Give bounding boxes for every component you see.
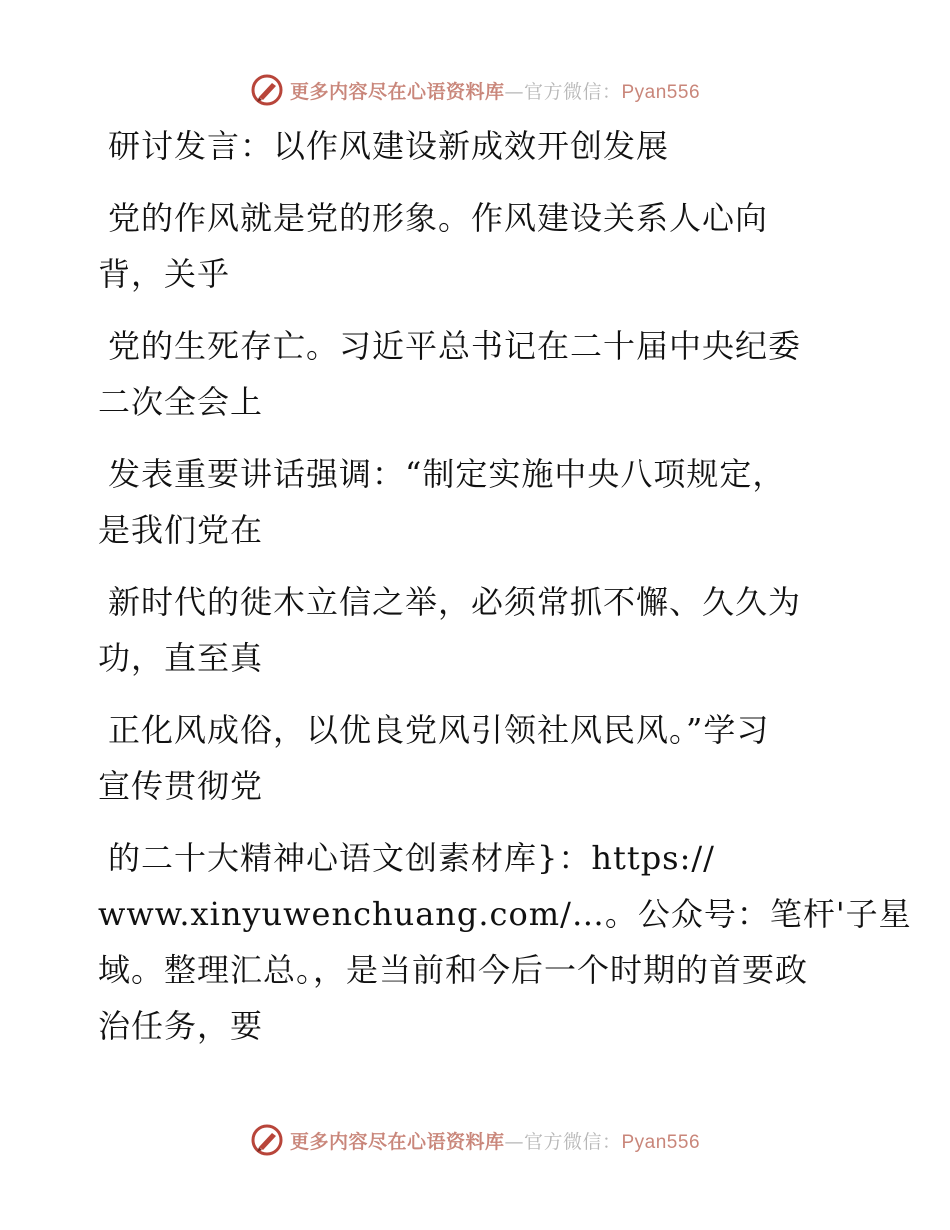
header-watermark — [0, 70, 950, 110]
watermark-handle: Pyan556 — [621, 1131, 701, 1153]
footer-watermark — [0, 1120, 950, 1160]
paragraph-gap — [98, 174, 858, 190]
text-line: 二次全会上 — [98, 383, 264, 421]
text-line: 背，关乎 — [98, 255, 231, 293]
paragraph-gap — [98, 686, 858, 702]
text-line: 治任务，要 — [98, 1007, 264, 1045]
watermark-separator: — — [504, 80, 524, 103]
text-line: 发表重要讲话强调：“制定实施中央八项规定， — [108, 455, 786, 493]
text-line: 正化风成俗，以优良党风引领社风民风。”学习 — [108, 711, 770, 749]
paragraph — [98, 190, 858, 302]
paragraph-gap — [98, 430, 858, 446]
paragraph — [98, 702, 858, 814]
text-line: 功，直至真 — [98, 639, 264, 677]
text-line: 宣传贯彻党 — [98, 767, 264, 805]
text-line: 新时代的徙木立信之举，必须常抓不懈、久久为 — [108, 583, 802, 621]
text-line: 党的生死存亡。习近平总书记在二十届中央纪委 — [108, 327, 802, 365]
paragraph — [98, 446, 858, 558]
text-line: 党的作风就是党的形象。作风建设关系人心向 — [108, 199, 769, 237]
watermark-text — [290, 1127, 700, 1154]
pen-logo-icon — [250, 1123, 284, 1157]
paragraph — [98, 830, 912, 1054]
watermark-separator: — — [504, 1130, 524, 1153]
document-title: 研讨发言：以作风建设新成效开创发展 — [108, 127, 670, 165]
text-line: 域。整理汇总。，是当前和今后一个时期的首要政 — [98, 951, 809, 989]
watermark-inner — [250, 73, 700, 107]
pen-logo-icon — [250, 73, 284, 107]
text-line: 是我们党在 — [98, 511, 264, 549]
watermark-site: 更多内容尽在心语资料库 — [289, 1130, 505, 1153]
watermark-handle: Pyan556 — [621, 81, 701, 103]
paragraph-gap — [98, 302, 858, 318]
watermark-label: 官方微信： — [523, 80, 622, 103]
watermark-text — [290, 77, 700, 104]
paragraph-gap — [98, 558, 858, 574]
document-body — [98, 118, 912, 1054]
paragraph — [98, 318, 858, 430]
paragraph — [98, 574, 858, 686]
watermark-inner — [250, 1123, 700, 1157]
paragraph — [98, 118, 858, 174]
watermark-site: 更多内容尽在心语资料库 — [289, 80, 505, 103]
text-line: 的二十大精神心语文创素材库}：https:// — [108, 839, 715, 877]
watermark-label: 官方微信： — [523, 1130, 622, 1153]
text-line-url: www.xinyuwenchuang.com/…。公众号：笔杆'子星 — [98, 895, 912, 933]
paragraph-gap — [98, 814, 858, 830]
